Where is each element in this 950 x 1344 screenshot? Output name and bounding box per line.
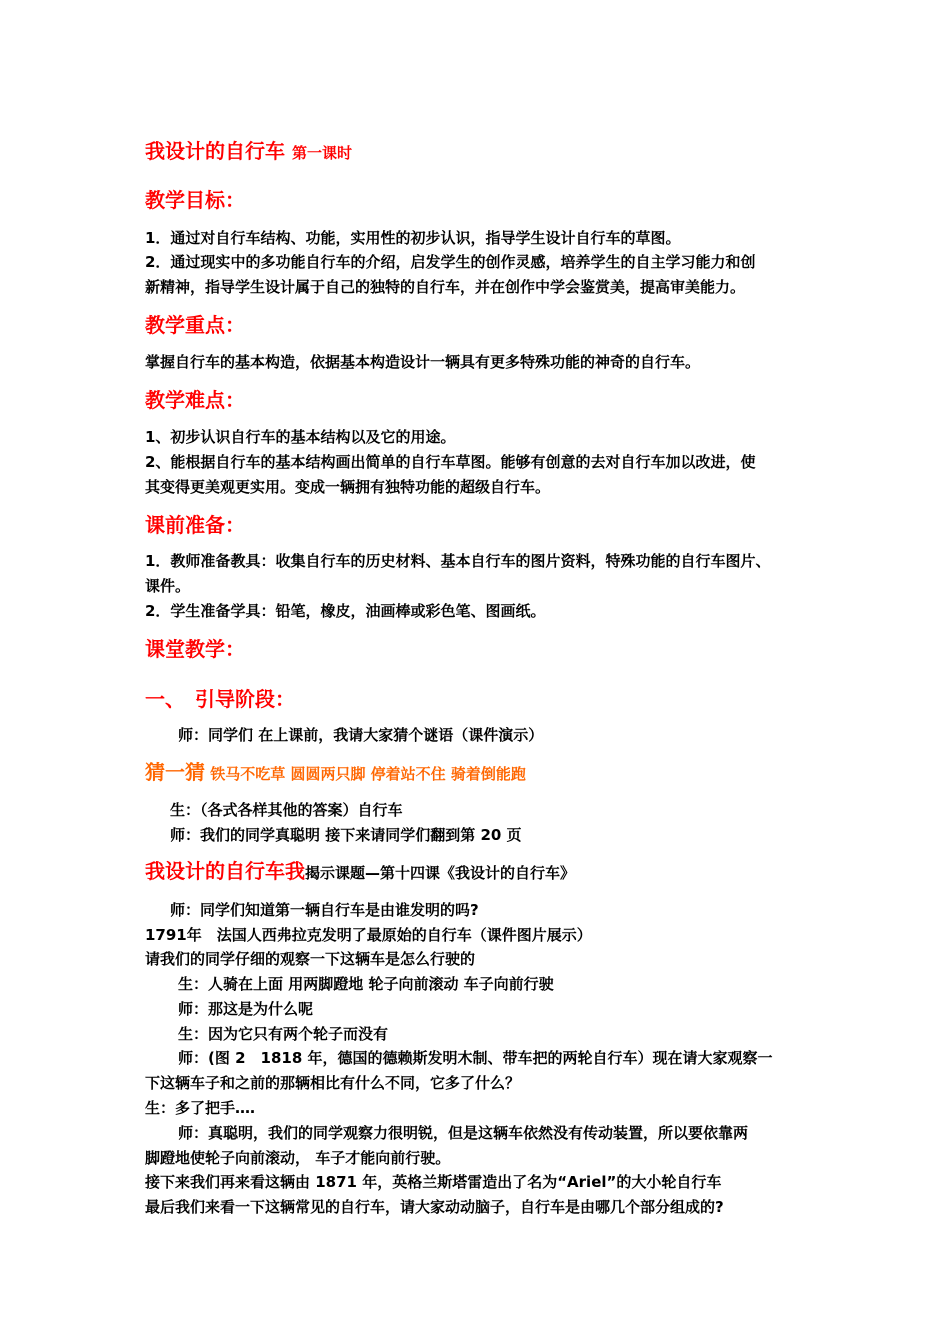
topic-black: 揭示课题—第十四课《我设计的自行车》 xyxy=(305,864,576,882)
dialogue-line: 1791年 法国人西弗拉克发明了最原始的自行车（课件图片展示） xyxy=(145,926,592,944)
goal-line: 新精神，指导学生设计属于自己的独特的自行车，并在创作中学会鉴赏美，提高审美能力。 xyxy=(145,278,746,296)
dialogue-line: 师：同学们知道第一辆自行车是由谁发明的吗? xyxy=(170,901,479,919)
key-text: 掌握自行车的基本构造，依据基本构造设计一辆具有更多特殊功能的神奇的自行车。 xyxy=(145,353,701,371)
goal-line: 2．通过现实中的多功能自行车的介绍，启发学生的创作灵感，培养学生的自主学习能力和创 xyxy=(145,253,756,271)
document-title xyxy=(145,137,825,167)
title-sub: 第一课时 xyxy=(291,144,352,162)
topic-line xyxy=(145,859,825,885)
prep-line: 课件。 xyxy=(145,577,191,595)
dialogue-line: 接下来我们再来看这辆由 1871 年，英格兰斯塔雷造出了名为“Ariel”的大小轮自行车 xyxy=(145,1173,722,1191)
stage-heading: 一、 引导阶段： xyxy=(145,687,295,711)
dialogue-line: 师：(图 2 1818 年，德国的德赖斯发明木制、带车把的两轮自行车）现在请大家观察一 xyxy=(178,1049,773,1067)
teacher-intro: 师：同学们 在上课前，我请大家猜个谜语（课件演示） xyxy=(178,726,544,744)
prep-line: 2．学生准备学具：铅笔，橡皮，油画棒或彩色笔、图画纸。 xyxy=(145,602,546,620)
difficulty-heading: 教学难点： xyxy=(145,388,245,412)
goals-heading: 教学目标： xyxy=(145,188,245,212)
riddle-line xyxy=(145,760,825,786)
riddle-label: 猜一猜 xyxy=(145,760,205,784)
prep-line: 1．教师准备教具：收集自行车的历史材料、基本自行车的图片资料，特殊功能的自行车图片、 xyxy=(145,552,771,570)
dialogue-line: 最后我们来看一下这辆常见的自行车，请大家动动脑子，自行车是由哪几个部分组成的? xyxy=(145,1198,724,1216)
teacher-page: 师：我们的同学真聪明 接下来请同学们翻到第 20 页 xyxy=(170,826,522,844)
dialogue-line: 脚蹬地使轮子向前滚动， 车子才能向前行驶。 xyxy=(145,1149,451,1167)
title-main: 我设计的自行车 xyxy=(145,139,285,163)
dialogue-line: 师：那这是为什么呢 xyxy=(178,1000,314,1018)
dialogue-line: 生：人骑在上面 用两脚蹬地 轮子向前滚动 车子向前行驶 xyxy=(178,975,554,993)
difficulty-line: 其变得更美观更实用。变成一辆拥有独特功能的超级自行车。 xyxy=(145,478,551,496)
goal-line: 1．通过对自行车结构、功能，实用性的初步认识，指导学生设计自行车的草图。 xyxy=(145,229,681,247)
dialogue-line: 下这辆车子和之前的那辆相比有什么不同，它多了什么？ xyxy=(145,1074,521,1092)
dialogue-line: 生：因为它只有两个轮子而没有 xyxy=(178,1025,389,1043)
dialogue-line: 请我们的同学仔细的观察一下这辆车是怎么行驶的 xyxy=(145,950,476,968)
key-heading: 教学重点： xyxy=(145,313,245,337)
dialogue-line: 生：多了把手‥‥ xyxy=(145,1099,256,1117)
difficulty-line: 1、初步认识自行车的基本结构以及它的用途。 xyxy=(145,428,456,446)
student-answer: 生：（各式各样其他的答案）自行车 xyxy=(170,801,403,819)
topic-red: 我设计的自行车我 xyxy=(145,859,305,883)
class-heading: 课堂教学： xyxy=(145,637,245,661)
difficulty-line: 2、能根据自行车的基本结构画出简单的自行车草图。能够有创意的去对自行车加以改进，使 xyxy=(145,453,756,471)
riddle-text: 铁马不吃草 圆圆两只脚 停着站不住 骑着倒能跑 xyxy=(210,765,526,783)
dialogue-line: 师：真聪明，我们的同学观察力很明锐，但是这辆车依然没有传动装置，所以要依靠两 xyxy=(178,1124,749,1142)
prep-heading: 课前准备： xyxy=(145,513,245,537)
